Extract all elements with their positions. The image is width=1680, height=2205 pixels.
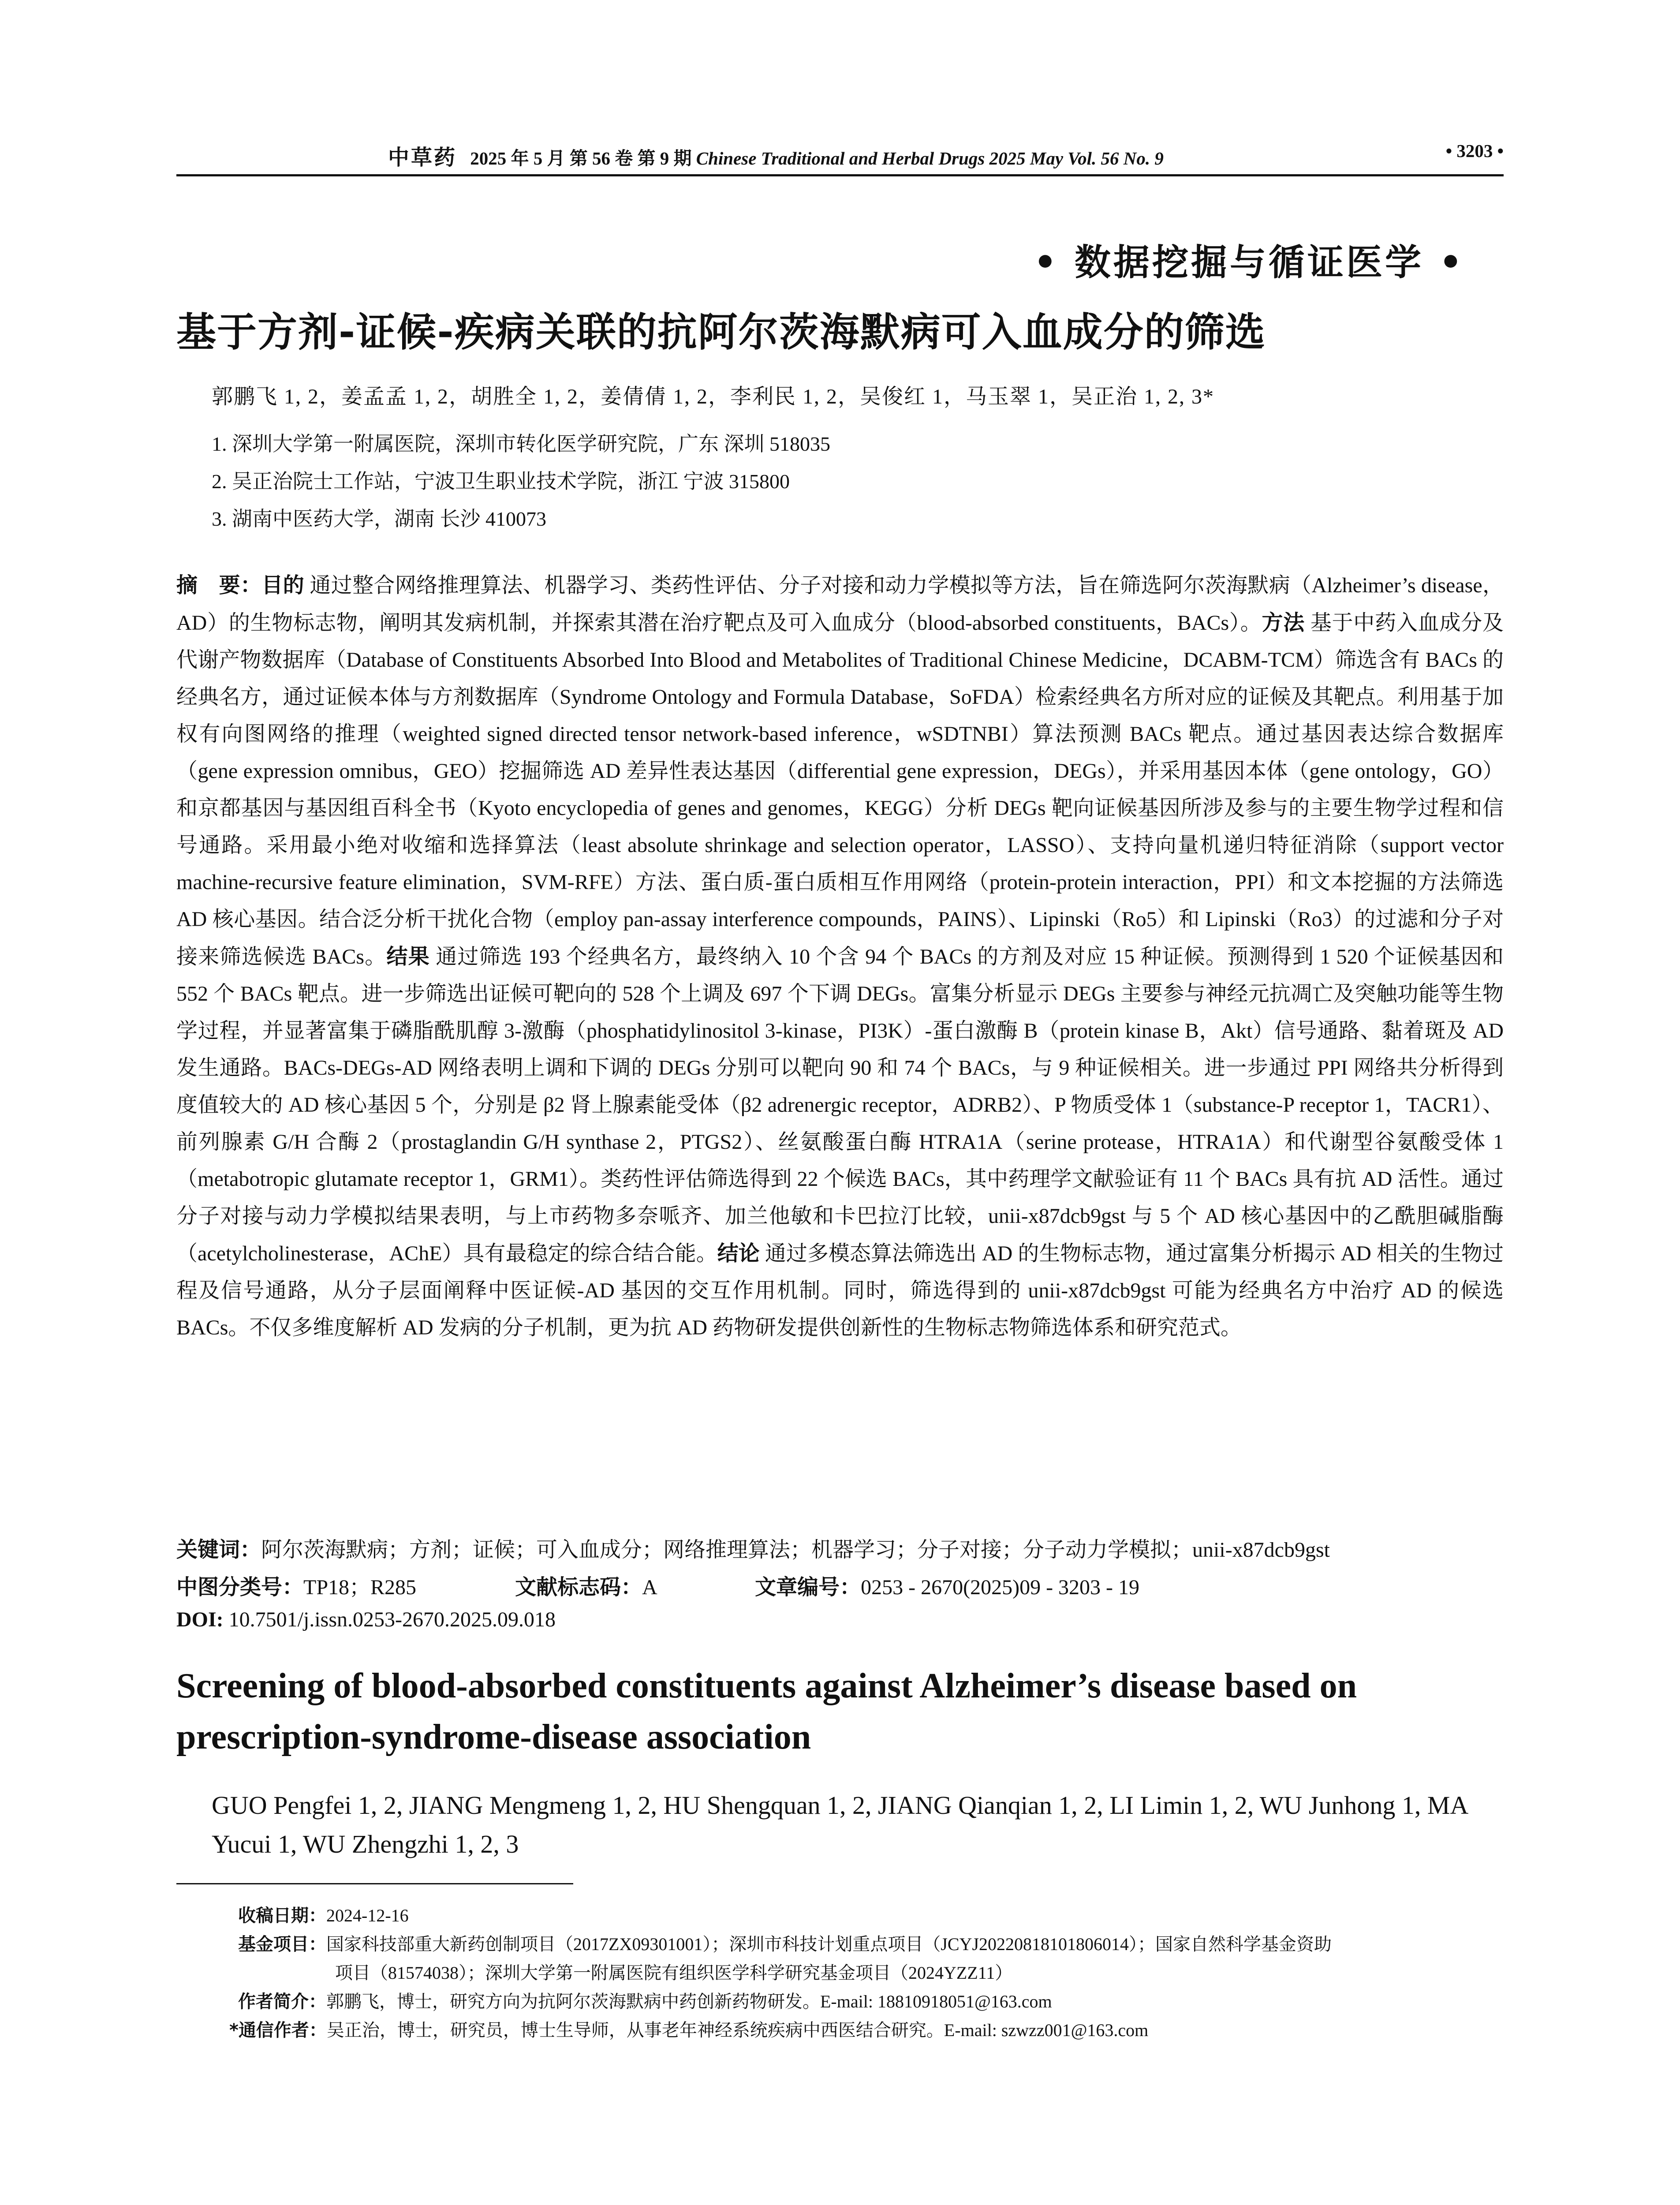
classification-line <box>176 1570 1139 1600</box>
journal-brand: 中草药 <box>388 145 457 170</box>
methods-label: 方法 <box>1262 610 1305 635</box>
results-label: 结果 <box>386 944 430 969</box>
affiliation-3: 3. 湖南中医药大学，湖南 长沙 410073 <box>212 508 546 530</box>
conclusion-label: 结论 <box>717 1241 760 1266</box>
affiliation-1: 1. 深圳大学第一附属医院，深圳市转化医学研究院，广东 深圳 518035 <box>212 433 830 455</box>
issue-en: Chinese Traditional and Herbal Drugs 2025 May Vol. 56 No. 9 <box>696 148 1164 168</box>
affiliation-2: 2. 吴正治院士工作站，宁波卫生职业技术学院，浙江 宁波 315800 <box>212 470 790 493</box>
abstract-label: 摘 要： <box>176 573 262 598</box>
keywords-line <box>176 1532 1330 1563</box>
article-title-en: Screening of blood-absorbed constituents against Alzheimer’s disease based on prescription-syndrome-disease association <box>176 1667 1357 1757</box>
running-header <box>176 140 1504 176</box>
page-number: • 3203 • <box>1445 141 1504 161</box>
article-number-label: 文章编号： <box>755 1575 861 1600</box>
bio-label: 作者简介： <box>238 1992 326 2012</box>
section-label: • 数据挖掘与循证医学 • <box>1034 242 1465 284</box>
doi-label: DOI: <box>176 1608 224 1631</box>
header-rule <box>176 174 1504 176</box>
footnote-fund <box>238 1929 1504 1959</box>
keywords-text: 阿尔茨海默病；方剂；证候；可入血成分；网络推理算法；机器学习；分子对接；分子动力学模拟；unii-x87dcb9gst <box>261 1538 1330 1562</box>
received-date: 2024-12-16 <box>326 1906 409 1925</box>
footnote-author-bio <box>238 1987 1504 2017</box>
clc-value: TP18；R285 <box>303 1576 417 1599</box>
article-title-zh: 基于方剂-证候-疾病关联的抗阿尔茨海默病可入血成分的筛选 <box>176 309 1266 355</box>
keywords-label: 关键词： <box>176 1537 261 1562</box>
issue-zh: 2025 年 5 月 第 56 卷 第 9 期 <box>470 148 692 168</box>
doc-code-value: A <box>642 1576 657 1599</box>
fund-text-1: 国家科技部重大新药创制项目（2017ZX09301001）；深圳市科技计划重点项目（JCYJ20220818101806014）；国家自然科学基金资助 <box>326 1934 1332 1954</box>
abstract <box>176 567 1504 1346</box>
authors-zh: 郭鹏飞 1, 2，姜孟孟 1, 2，胡胜全 1, 2，姜倩倩 1, 2，李利民 1, 2，吴俊红 1，马玉翠 1，吴正治 1, 2, 3* <box>212 385 1215 408</box>
article-number-value: 0253 - 2670(2025)09 - 3203 - 19 <box>861 1576 1140 1599</box>
results-text: 通过筛选 193 个经典名方，最终纳入 10 个含 94 个 BACs 的方剂及对应 15 种证候。预测得到 1 520 个证候基因和 552 个 BACs 靶点。进一步筛选出证候可靶向的 528 个上调及 697 个下调 DEGs。富集分析显示 DEGs 主要参与神经元抗凋亡及突触功能等生物学过程，并显著富集于磷脂酰肌醇 3-激酶（phosphatidylinositol 3-kinase，PI3K）-蛋白激酶 B（protein kinase B，Akt）信号通路、黏着斑及 AD 发生通路。BACs-DEGs-AD 网络表明上调和下调的 DEGs 分别可以靶向 90 和 74 个 BACs，与 9 种证候相关。进一步通过 PPI 网络共分析得到度值较大的 AD 核心基因 5 个，分别是 β2 肾上腺素能受体（β2 adrenergic receptor，ADRB2）、P 物质受体 1（substance-P receptor 1，TACR1）、前列腺素 G/H 合酶 2（prostaglandin G/H synthase 2，PTGS2）、丝氨酸蛋白酶 HTRA1A（serine protease，HTRA1A）和代谢型谷氨酸受体 1（metabotropic glutamate receptor 1，GRM1）。类药性评估筛选得到 22 个候选 BACs，其中药理学文献验证有 11 个 BACs 具有抗 AD 活性。通过分子对接与动力学模拟结果表明，与上市药物多奈哌齐、加兰他敏和卡巴拉汀比较，unii-x87dcb9gst 与 5 个 AD 核心基因中的乙酰胆碱脂酶（acetylcholinesterase，AChE）具有最稳定的综合结合能。 <box>176 945 1504 1265</box>
objective-label: 目的 <box>261 573 305 598</box>
corresponding-label: *通信作者： <box>229 2020 327 2041</box>
footnote-rule <box>176 1883 573 1884</box>
doc-code-label: 文献标志码： <box>515 1575 642 1600</box>
footnote-fund-continued: 项目（81574038）；深圳大学第一附属医院有组织医学科学研究基金项目（2024YZZ11） <box>335 1963 1013 1983</box>
fund-label: 基金项目： <box>238 1934 326 1955</box>
received-label: 收稿日期： <box>238 1906 326 1926</box>
corresponding-text: 吴正治，博士，研究员，博士生导师，从事老年神经系统疾病中西医结合研究。E-mail: szwzz001@163.com <box>326 2020 1149 2040</box>
doi-line <box>176 1607 556 1632</box>
doi-value[interactable]: 10.7501/j.issn.0253-2670.2025.09.018 <box>228 1608 556 1631</box>
objective-text: 通过整合网络推理算法、机器学习、类药性评估、分子对接和动力学模拟等方法，旨在筛选阿尔茨海默病（Alzheimer’s disease，AD）的生物标志物，阐明其发病机制，并探索其潜在治疗靶点及可入血成分（blood-absorbed constituents，BACs）。 <box>176 574 1504 635</box>
authors-en: GUO Pengfei 1, 2, JIANG Mengmeng 1, 2, HU Shengquan 1, 2, JIANG Qianqian 1, 2, LI Limin 1, 2, WU Junhong 1, MA Yucui 1, WU Zhengzhi 1, 2, 3 <box>212 1791 1467 1858</box>
footnote-corresponding <box>229 2015 1495 2045</box>
journal-issue-line <box>388 140 1164 171</box>
clc-label: 中图分类号： <box>176 1575 304 1600</box>
conclusion-text: 通过多模态算法筛选出 AD 的生物标志物，通过富集分析揭示 AD 相关的生物过程及信号通路，从分子层面阐释中医证候-AD 基因的交互作用机制。同时，筛选得到的 unii-x87dcb9gst 可能为经典名方中治疗 AD 的候选 BACs。不仅多维度解析 AD 发病的分子机制，更为抗 AD 药物研发提供创新性的生物标志物筛选体系和研究范式。 <box>176 1242 1504 1339</box>
footnote-received <box>238 1901 1504 1931</box>
methods-text: 基于中药入血成分及代谢产物数据库（Database of Constituents Absorbed Into Blood and Metabolites of Traditional Chinese Medicine，DCABM-TCM）筛选含有 BACs 的经典名方，通过证候本体与方剂数据库（Syndrome Ontology and Formula Database，SoFDA）检索经典名方所对应的证候及其靶点。利用基于加权有向图网络的推理（weighted signed directed tensor network-based inference，wSDTNBI）算法预测 BACs 靶点。通过基因表达综合数据库（gene expression omnibus，GEO）挖掘筛选 AD 差异性表达基因（differential gene expression，DEGs），并采用基因本体（gene ontology，GO）和京都基因与基因组百科全书（Kyoto encyclopedia of genes and genomes，KEGG）分析 DEGs 靶向证候基因所涉及参与的主要生物学过程和信号通路。采用最小绝对收缩和选择算法（least absolute shrinkage and selection operator，LASSO）、支持向量机递归特征消除（support vector machine-recursive feature elimination，SVM-RFE）方法、蛋白质-蛋白质相互作用网络（protein-protein interaction，PPI）和文本挖掘的方法筛选 AD 核心基因。结合泛分析干扰化合物（employ pan-assay interference compounds，PAINS）、Lipinski（Ro5）和 Lipinski（Ro3）的过滤和分子对接来筛选候选 BACs。 <box>176 611 1504 968</box>
bio-text: 郭鹏飞，博士，研究方向为抗阿尔茨海默病中药创新药物研发。E-mail: 18810918051@163.com <box>326 1992 1052 2011</box>
